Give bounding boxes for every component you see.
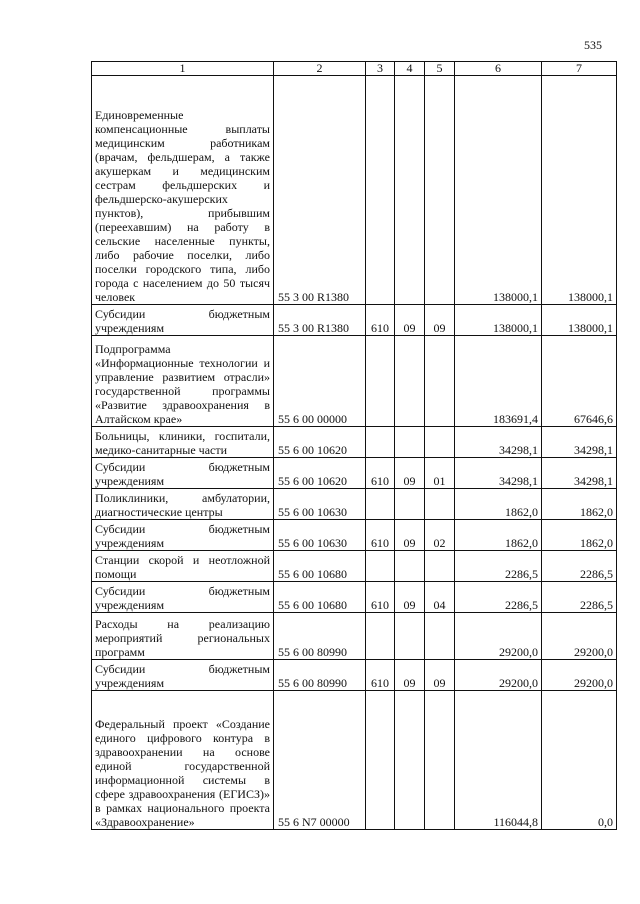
row-name-cell: Станции скорой и неотложной помощи bbox=[92, 551, 274, 582]
row-col5-cell: 04 bbox=[425, 582, 455, 613]
header-cell: 7 bbox=[542, 62, 617, 76]
row-col5-cell: 01 bbox=[425, 458, 455, 489]
row-col7-cell: 67646,6 bbox=[542, 336, 617, 427]
row-col6-cell: 1862,0 bbox=[455, 489, 542, 520]
row-col5-cell: 09 bbox=[425, 305, 455, 336]
row-col6-cell: 29200,0 bbox=[455, 613, 542, 660]
row-col7-cell: 0,0 bbox=[542, 691, 617, 830]
row-col7-cell: 1862,0 bbox=[542, 520, 617, 551]
row-col7-cell: 2286,5 bbox=[542, 582, 617, 613]
row-col3-cell: 610 bbox=[366, 305, 395, 336]
row-col6-cell: 138000,1 bbox=[455, 305, 542, 336]
row-col4-cell: 09 bbox=[395, 305, 425, 336]
table-row bbox=[92, 427, 617, 458]
row-col4-cell bbox=[395, 551, 425, 582]
header-cell: 6 bbox=[455, 62, 542, 76]
row-col7-cell: 138000,1 bbox=[542, 76, 617, 305]
row-col4-cell bbox=[395, 691, 425, 830]
row-col7-cell: 29200,0 bbox=[542, 613, 617, 660]
row-col7-cell: 34298,1 bbox=[542, 458, 617, 489]
row-code-cell: 55 3 00 R1380 bbox=[274, 76, 366, 305]
row-col6-cell: 183691,4 bbox=[455, 336, 542, 427]
header-row bbox=[92, 62, 617, 76]
table-body bbox=[92, 62, 617, 830]
row-name-cell: Расходы на реализацию мероприятий региональных программ bbox=[92, 613, 274, 660]
table-row bbox=[92, 660, 617, 691]
table-row bbox=[92, 613, 617, 660]
row-col7-cell: 1862,0 bbox=[542, 489, 617, 520]
row-col3-cell bbox=[366, 551, 395, 582]
table-row bbox=[92, 520, 617, 551]
row-col4-cell bbox=[395, 489, 425, 520]
row-col4-cell: 09 bbox=[395, 458, 425, 489]
page-number: 535 bbox=[584, 38, 602, 52]
table-row bbox=[92, 691, 617, 830]
row-col3-cell: 610 bbox=[366, 520, 395, 551]
row-col3-cell: 610 bbox=[366, 458, 395, 489]
row-name-cell: Субсидии бюджетным учреждениям bbox=[92, 660, 274, 691]
row-col3-cell: 610 bbox=[366, 660, 395, 691]
header-cell: 2 bbox=[274, 62, 366, 76]
row-col6-cell: 29200,0 bbox=[455, 660, 542, 691]
row-col7-cell: 2286,5 bbox=[542, 551, 617, 582]
header-cell: 3 bbox=[366, 62, 395, 76]
row-col4-cell bbox=[395, 427, 425, 458]
row-col6-cell: 1862,0 bbox=[455, 520, 542, 551]
header-cell: 1 bbox=[92, 62, 274, 76]
row-name-cell: Субсидии бюджетным учреждениям bbox=[92, 520, 274, 551]
table-row bbox=[92, 336, 617, 427]
row-name-cell: Больницы, клиники, госпитали, медико-санитарные части bbox=[92, 427, 274, 458]
row-col3-cell bbox=[366, 336, 395, 427]
row-col4-cell bbox=[395, 336, 425, 427]
row-col4-cell bbox=[395, 613, 425, 660]
budget-table bbox=[91, 61, 617, 830]
row-col3-cell bbox=[366, 489, 395, 520]
row-col6-cell: 34298,1 bbox=[455, 458, 542, 489]
table-row bbox=[92, 489, 617, 520]
row-code-cell: 55 3 00 R1380 bbox=[274, 305, 366, 336]
row-col3-cell: 610 bbox=[366, 582, 395, 613]
row-col3-cell bbox=[366, 427, 395, 458]
row-name-cell: Подпрограмма «Информационные технологии и управление развитием отрасли» государственной программы «Развитие здравоохранения в Алтайском крае» bbox=[92, 336, 274, 427]
header-cell: 5 bbox=[425, 62, 455, 76]
row-code-cell: 55 6 00 80990 bbox=[274, 660, 366, 691]
row-col5-cell: 09 bbox=[425, 660, 455, 691]
row-col7-cell: 29200,0 bbox=[542, 660, 617, 691]
table-row bbox=[92, 458, 617, 489]
row-col5-cell bbox=[425, 613, 455, 660]
row-col5-cell bbox=[425, 489, 455, 520]
row-col3-cell bbox=[366, 613, 395, 660]
row-name-cell: Субсидии бюджетным учреждениям bbox=[92, 305, 274, 336]
row-col6-cell: 116044,8 bbox=[455, 691, 542, 830]
row-code-cell: 55 6 00 10630 bbox=[274, 489, 366, 520]
row-col5-cell bbox=[425, 427, 455, 458]
row-col3-cell bbox=[366, 691, 395, 830]
row-name-cell: Субсидии бюджетным учреждениям bbox=[92, 582, 274, 613]
row-code-cell: 55 6 00 00000 bbox=[274, 336, 366, 427]
row-col3-cell bbox=[366, 76, 395, 305]
row-code-cell: 55 6 00 80990 bbox=[274, 613, 366, 660]
table-row bbox=[92, 551, 617, 582]
row-col6-cell: 34298,1 bbox=[455, 427, 542, 458]
row-code-cell: 55 6 00 10630 bbox=[274, 520, 366, 551]
row-name-cell: Поликлиники, амбулатории, диагностические центры bbox=[92, 489, 274, 520]
row-col7-cell: 138000,1 bbox=[542, 305, 617, 336]
row-col5-cell bbox=[425, 76, 455, 305]
row-name-cell: Федеральный проект «Создание единого цифрового контура в здравоохранении на основе единой государственной информационной системы в сфере здравоохранения (ЕГИСЗ)» в рамках национального проекта «Здравоохранение» bbox=[92, 691, 274, 830]
row-col4-cell: 09 bbox=[395, 520, 425, 551]
row-code-cell: 55 6 00 10680 bbox=[274, 582, 366, 613]
row-col6-cell: 2286,5 bbox=[455, 582, 542, 613]
row-code-cell: 55 6 00 10680 bbox=[274, 551, 366, 582]
row-col4-cell: 09 bbox=[395, 582, 425, 613]
table-row bbox=[92, 582, 617, 613]
row-name-cell: Субсидии бюджетным учреждениям bbox=[92, 458, 274, 489]
row-col4-cell: 09 bbox=[395, 660, 425, 691]
row-col4-cell bbox=[395, 76, 425, 305]
row-col5-cell bbox=[425, 336, 455, 427]
row-col5-cell: 02 bbox=[425, 520, 455, 551]
row-col5-cell bbox=[425, 691, 455, 830]
row-name-cell: Единовременные компенсационные выплаты медицинским работникам (врачам, фельдшерам, а также акушеркам и медицинским сестрам фельдшерских и фельдшерско-акушерских пунктов), прибывшим (переехавшим) на работу в сельские населенные пункты, либо рабочие поселки, либо поселки городского типа, либо города с населением до 50 тысяч человек bbox=[92, 76, 274, 305]
row-code-cell: 55 6 00 10620 bbox=[274, 458, 366, 489]
row-col5-cell bbox=[425, 551, 455, 582]
row-col6-cell: 2286,5 bbox=[455, 551, 542, 582]
row-code-cell: 55 6 00 10620 bbox=[274, 427, 366, 458]
row-code-cell: 55 6 N7 00000 bbox=[274, 691, 366, 830]
header-cell: 4 bbox=[395, 62, 425, 76]
row-col7-cell: 34298,1 bbox=[542, 427, 617, 458]
row-col6-cell: 138000,1 bbox=[455, 76, 542, 305]
table-row bbox=[92, 76, 617, 305]
table-row bbox=[92, 305, 617, 336]
